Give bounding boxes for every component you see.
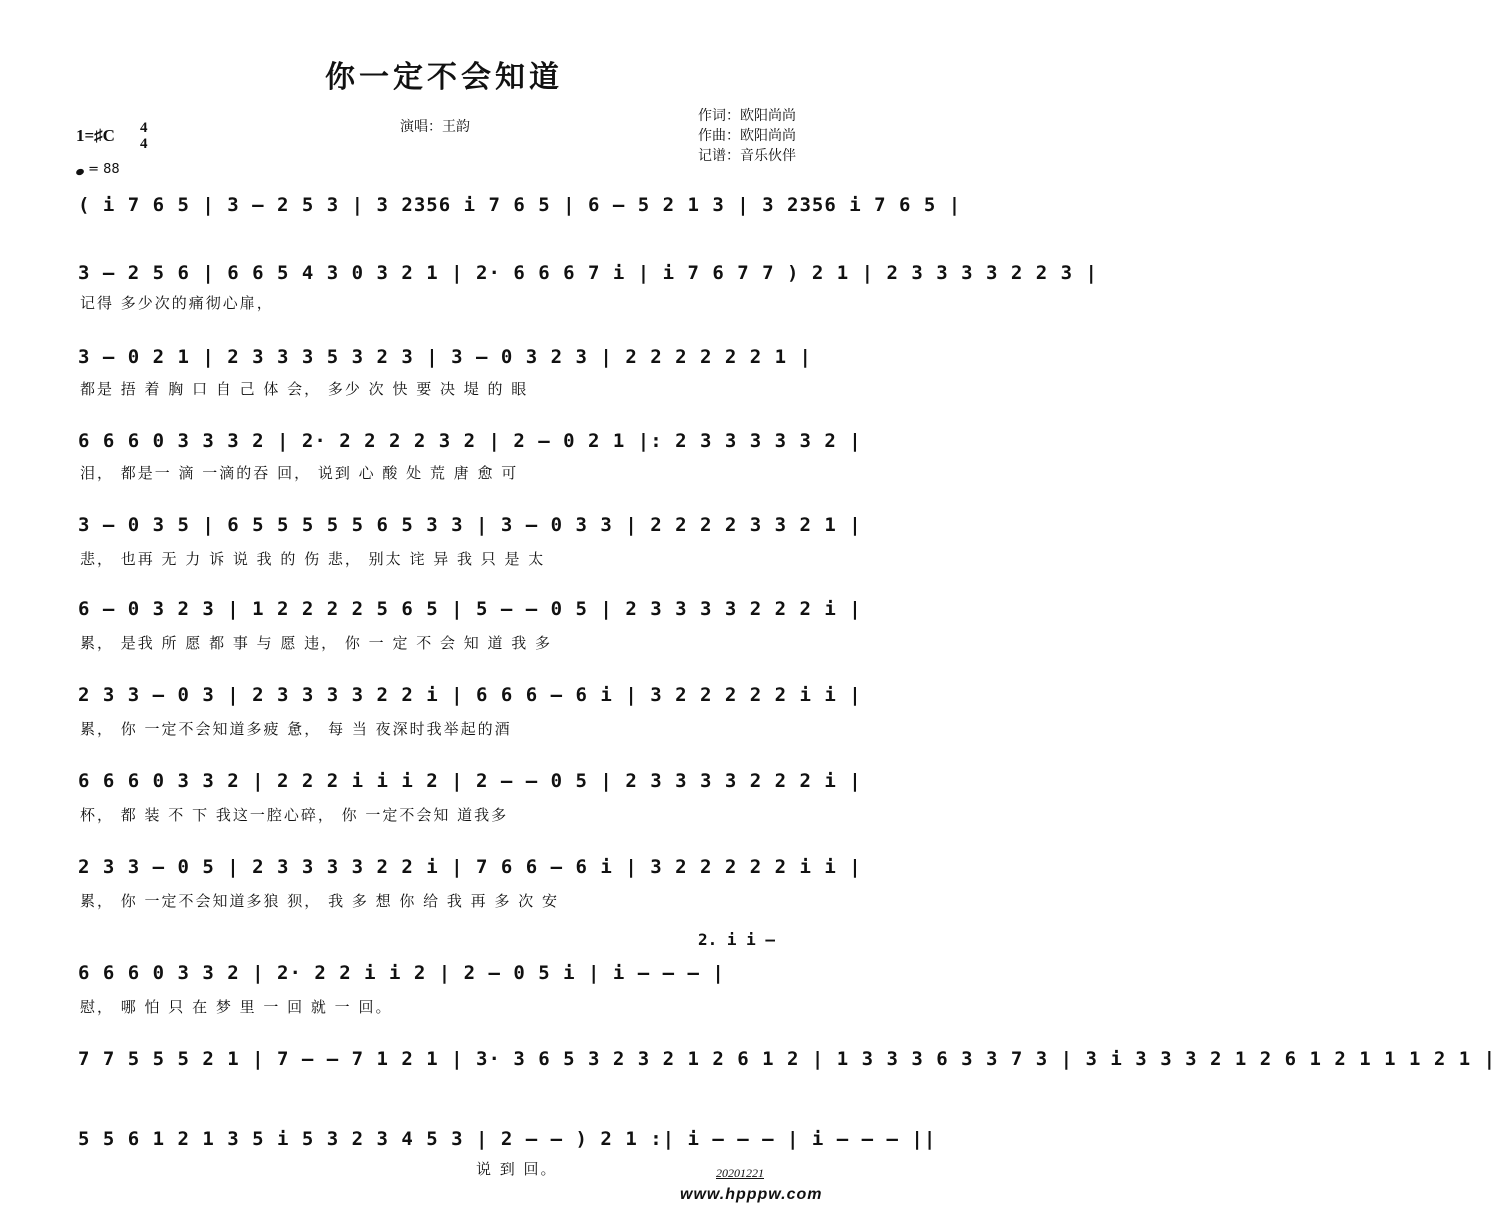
- composer-credit: 作曲：欧阳尚尚: [698, 128, 796, 144]
- lyrics-line: 悲， 也再 无 力 诉 说 我 的 伤 悲， 别太 诧 异 我 只 是 太: [80, 550, 546, 568]
- notation-line: 3 – 2 5 6 | 6 6 5 4 3 0 3 2 1 | 2· 6 6 6 7 i | i 7 6 7 7 ) 2 1 | 2 3 3 3 3 2 2 3 |: [78, 262, 1098, 284]
- transcriber-credit: 记谱：音乐伙伴: [698, 148, 796, 164]
- tempo-value: = 88: [88, 162, 120, 177]
- time-signature: [140, 120, 148, 152]
- lyrics-line: 累， 你 一定不会知道多疲 惫， 每 当 夜深时我举起的酒: [80, 720, 512, 738]
- notation-line: 2 3 3 – 0 5 | 2 3 3 3 3 2 2 i | 7 6 6 – 6 i | 3 2 2 2 2 2 i i |: [78, 856, 862, 878]
- credits-block: [698, 106, 796, 166]
- first-ending-volta: 2. i i –: [698, 930, 776, 949]
- lyrics-line: 杯， 都 装 不 下 我这一腔心碎， 你 一定不会知 道我多: [80, 806, 509, 824]
- lyrics-line: 累， 你 一定不会知道多狼 狈， 我 多 想 你 给 我 再 多 次 安: [80, 892, 559, 910]
- notation-line: 2 3 3 – 0 3 | 2 3 3 3 3 2 2 i | 6 6 6 – 6 i | 3 2 2 2 2 2 i i |: [78, 684, 862, 706]
- site-watermark: www.hpppw.com: [680, 1186, 823, 1203]
- lyrics-line: [80, 226, 820, 248]
- notation-line: 6 6 6 0 3 3 2 | 2 2 2 i i i 2 | 2 – – 0 5 | 2 3 3 3 3 2 2 2 i |: [78, 770, 862, 792]
- notation-line: 6 6 6 0 3 3 2 | 2· 2 2 i i 2 | 2 – 0 5 i | i – – – |: [78, 962, 725, 984]
- lyrics-line: 泪， 都是一 滴 一滴的吞 回， 说到 心 酸 处 荒 唐 愈 可: [80, 464, 519, 482]
- notation-line: 6 6 6 0 3 3 3 2 | 2· 2 2 2 2 3 2 | 2 – 0 2 1 |: 2 3 3 3 3 3 2 |: [78, 430, 862, 452]
- lyrics-line: 记得 多少次的痛彻心扉，: [80, 294, 274, 312]
- time-numerator: 4: [140, 120, 148, 136]
- quarter-note-icon: [75, 168, 85, 176]
- notation-line: 5 5 6 1 2 1 3 5 i 5 3 2 3 4 5 3 | 2 – – ) 2 1 :| i – – – | i – – – ||: [78, 1128, 937, 1150]
- tempo-marking: [76, 162, 120, 177]
- notation-line: 7 7 5 5 5 2 1 | 7 – – 7 1 2 1 | 3· 3 6 5 3 2 3 2 1 2 6 1 2 | 1 3 3 3 6 3 3 7 3 | 3 i 3 3 3 2 1 2 6 1 2 1 1 1 2 1 |: [78, 1048, 1496, 1070]
- lyricist-credit: 作词：欧阳尚尚: [698, 108, 796, 124]
- lyrics-line: 都是 捂 着 胸 口 自 己 体 会， 多少 次 快 要 决 堤 的 眼: [80, 380, 529, 398]
- song-title: 你一定不会知道: [325, 60, 563, 95]
- key-signature: 1=♯C: [76, 126, 115, 145]
- notation-line: 3 – 0 3 5 | 6 5 5 5 5 5 6 5 3 3 | 3 – 0 3 3 | 2 2 2 2 3 3 2 1 |: [78, 514, 862, 536]
- transcription-date: 20201221: [716, 1166, 764, 1180]
- time-denominator: 4: [140, 136, 148, 152]
- notation-line: 3 – 0 2 1 | 2 3 3 3 5 3 2 3 | 3 – 0 3 2 3 | 2 2 2 2 2 2 1 |: [78, 346, 812, 368]
- lyrics-line: 慰， 哪 怕 只 在 梦 里 一 回 就 一 回。: [80, 998, 393, 1016]
- notation-line: ( i 7 6 5 | 3 – 2 5 3 | 3 2356 i 7 6 5 | 6 – 5 2 1 3 | 3 2356 i 7 6 5 |: [78, 194, 962, 216]
- lyrics-line: 累， 是我 所 愿 都 事 与 愿 违， 你 一 定 不 会 知 道 我 多: [80, 634, 553, 652]
- notation-line: 6 – 0 3 2 3 | 1 2 2 2 2 5 6 5 | 5 – – 0 5 | 2 3 3 3 3 2 2 2 i |: [78, 598, 862, 620]
- lyrics-line: 说 到 回。: [476, 1160, 558, 1178]
- singer-credit: 演唱：王韵: [400, 119, 470, 135]
